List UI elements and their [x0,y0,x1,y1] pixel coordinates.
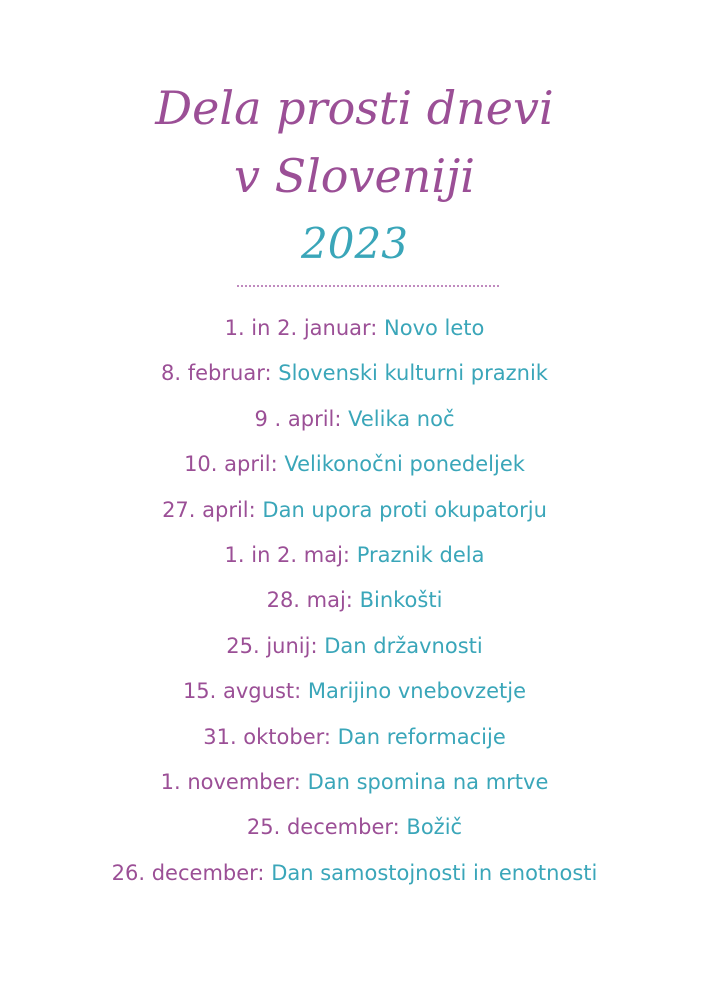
holiday-date: 26. december: [111,860,265,885]
holiday-item [0,584,709,629]
holiday-name: Božič [406,815,463,840]
holiday-date: 1. in 2. januar: [224,316,378,340]
holiday-date: 1. november: [160,769,301,794]
title-line-1: Dela prosti dnevi [155,81,554,135]
holiday-date: 15. avgust: [182,679,302,704]
holiday-date: 1. in 2. maj: [224,542,351,567]
holiday-item [0,857,709,902]
holiday-date: 31. oktober: [203,724,331,749]
holiday-name: Binkošti [359,588,443,613]
holiday-name: Velika noč [348,406,455,431]
holiday-name: Praznik dela [356,542,485,567]
holiday-name: Dan državnosti [324,633,483,658]
title-line-2: v Sloveniji [233,149,476,203]
holiday-item [0,675,709,720]
holiday-date: 10. april: [184,452,278,477]
holiday-date: 25. junij: [226,633,318,658]
dotted-divider [237,285,499,287]
holiday-item [0,811,709,856]
holiday-name: Novo leto [384,316,485,340]
holiday-name: Dan spomina na mrtve [307,769,549,794]
holiday-item [0,494,709,539]
holiday-date: 9 . april: [254,406,342,431]
holiday-item [0,766,709,811]
holiday-item [0,448,709,493]
holiday-date: 25. december: [246,815,400,840]
holiday-item [0,403,709,448]
holiday-item [0,312,709,357]
holiday-name: Dan upora proti okupatorju [262,497,547,522]
holiday-item [0,357,709,402]
holiday-list [0,312,709,902]
title-year: 2023 [301,219,408,268]
holiday-date: 8. februar: [161,361,272,386]
holiday-name: Dan reformacije [337,724,506,749]
holiday-item [0,721,709,766]
holiday-name: Dan samostojnosti in enotnosti [271,860,598,885]
holiday-item [0,630,709,675]
holiday-name: Velikonočni ponedeljek [284,452,525,477]
holiday-item [0,539,709,584]
holiday-date: 27. april: [162,497,256,522]
holiday-date: 28. maj: [266,588,353,613]
holiday-name: Marijino vnebovzetje [307,679,527,704]
holiday-name: Slovenski kulturni praznik [278,361,548,386]
